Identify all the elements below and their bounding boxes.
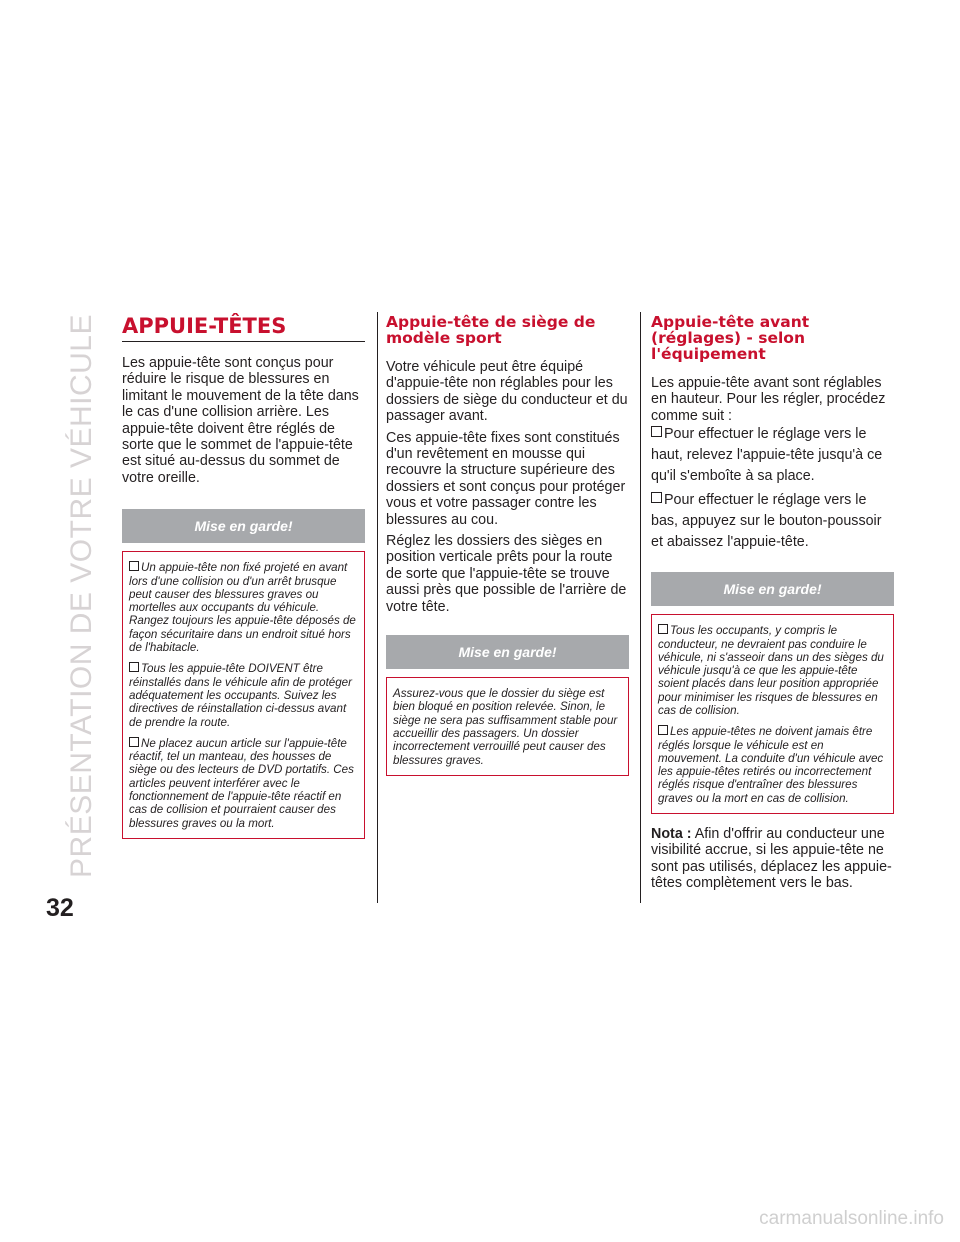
side-section-title: PRÉSENTATION DE VOTRE VÉHICULE xyxy=(65,314,98,878)
note-paragraph xyxy=(651,826,894,892)
subsection-title: Appuie-tête avant (réglages) - selon l'équipement xyxy=(651,313,810,363)
column-front-adjust xyxy=(651,314,894,897)
checkbox-icon xyxy=(651,426,662,437)
subsection-title: Appuie-tête de siège de modèle sport xyxy=(386,313,596,347)
title-underline xyxy=(122,341,365,342)
warning-box xyxy=(122,551,365,839)
column-headrests xyxy=(122,314,365,839)
bullet-item: Pour effectuer le réglage vers le bas, appuyez sur le bouton-poussoir et abaissez l'appuie-tête. xyxy=(651,492,882,551)
warning-box xyxy=(386,677,629,776)
page-number: 32 xyxy=(46,894,74,922)
note-label: Nota : xyxy=(651,826,692,843)
warning-header: Mise en garde! xyxy=(386,635,629,669)
warning-item: Les appuie-têtes ne doivent jamais être réglés lorsque le véhicule est en mouvement. La conduite d'un véhicule avec les appuie-têtes retirés ou incorrectement réglés risque d'entraîner des blessures graves ou la mort en cas de collision. xyxy=(658,725,884,805)
warning-item: Tous les appuie-tête DOIVENT être réinstallés dans le véhicule afin de protéger adéquatement les occupants. Suivez les directives de réinstallation ci-dessus avant de prendre la route. xyxy=(129,662,352,729)
checkbox-icon xyxy=(651,492,662,503)
column-sport-seat xyxy=(386,314,629,776)
intro-paragraph: Les appuie-tête avant sont réglables en hauteur. Pour les régler, procédez comme suit : xyxy=(651,375,886,424)
checkbox-icon xyxy=(658,624,668,634)
section-title: APPUIE-TÊTES xyxy=(122,314,287,338)
warning-item: Un appuie-tête non fixé projeté en avant lors d'une collision ou d'un arrêt brusque peut causer des blessures graves ou mortelles aux occupants du véhicule. Rangez toujours les appuie-tête déposés de façon sécuritaire dans un endroit situé hors de l'habitacle. xyxy=(129,561,356,655)
warning-header: Mise en garde! xyxy=(651,572,894,606)
bullet-item: Pour effectuer le réglage vers le haut, relevez l'appuie-tête jusqu'à ce qu'il s'emboîte à sa place. xyxy=(651,426,883,485)
column-divider xyxy=(640,312,641,903)
warning-text: Assurez-vous que le dossier du siège est bien bloqué en position relevée. Sinon, le siège ne sera pas suffisamment stable pour accueillir des passagers. Un dossier incorrectement verrouillé peut causer des blessures graves. xyxy=(393,687,618,767)
watermark: carmanualsonline.info xyxy=(759,1208,944,1229)
paragraph: Ces appuie-tête fixes sont constitués d'un revêtement en mousse qui recouvre la structure supérieure des dossiers et sont conçus pour protéger vous et votre passager contre les blessures au cou. xyxy=(386,429,626,528)
note-text: Afin d'offrir au conducteur une visibilité accrue, si les appuie-tête ne sont pas utilisés, déplacez les appuie-têtes complètement vers le bas. xyxy=(651,826,892,892)
checkbox-icon xyxy=(658,725,668,735)
warning-box xyxy=(651,614,894,814)
checkbox-icon xyxy=(129,561,139,571)
checkbox-icon xyxy=(129,737,139,747)
intro-paragraph: Les appuie-tête sont conçus pour réduire le risque de blessures en limitant le mouvement de la tête dans le cas d'une collision arrière. Les appuie-tête doivent être réglés de sorte que le sommet de l'appuie-tête est situé au-dessus du sommet de votre oreille. xyxy=(122,355,359,486)
warning-item: Tous les occupants, y compris le conducteur, ne devraient pas conduire le véhicule, ni s'asseoir dans un des sièges du véhicule jusqu'à ce que les appuie-tête soient placés dans leur position appropriée pour minimiser les risques de blessures en cas de collision. xyxy=(658,624,884,717)
warning-header: Mise en garde! xyxy=(122,509,365,543)
warning-item: Ne placez aucun article sur l'appuie-tête réactif, tel un manteau, des housses de siège ou des lecteurs de DVD portatifs. Ces articles peuvent interférer avec le fonctionnement de l'appuie-tête réactif en cas de collision et pourraient causer des blessures graves ou la mort. xyxy=(129,736,354,830)
column-divider xyxy=(377,312,378,903)
paragraph: Réglez les dossiers des sièges en position verticale prêts pour la route de sorte que l'appuie-tête se trouve aussi près que possible de l'arrière de votre tête. xyxy=(386,533,627,615)
paragraph: Votre véhicule peut être équipé d'appuie-tête non réglables pour les dossiers de siège du conducteur et du passager avant. xyxy=(386,359,628,425)
checkbox-icon xyxy=(129,662,139,672)
